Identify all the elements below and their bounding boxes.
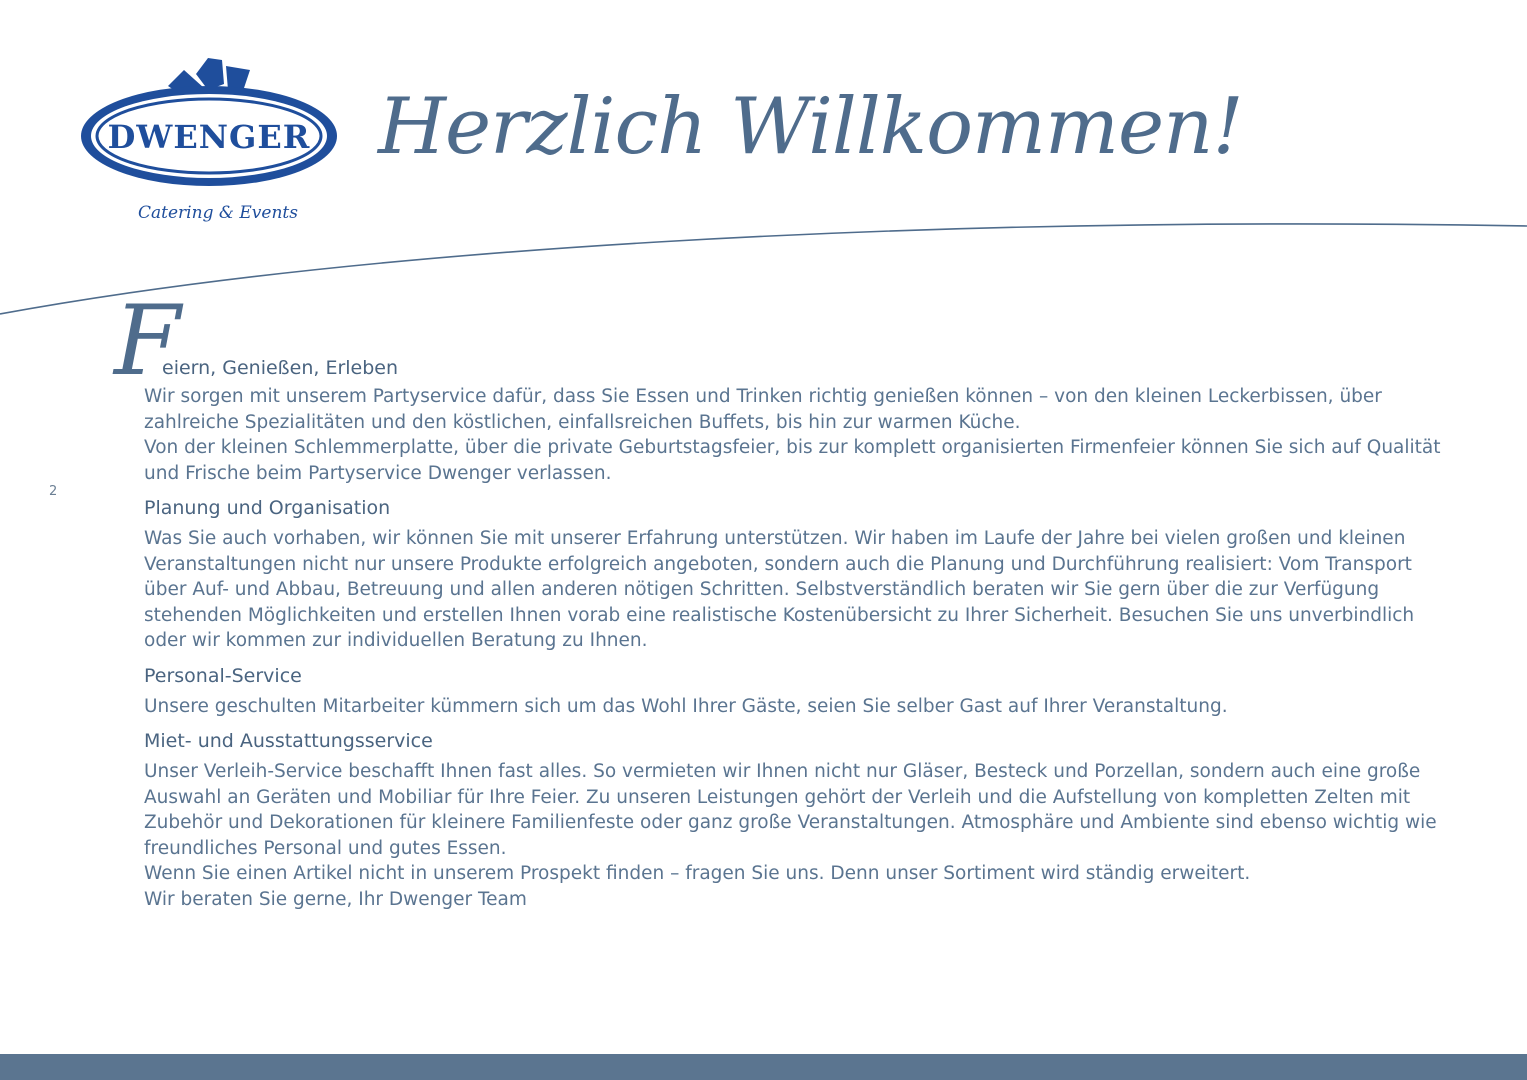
intro-title: eiern, Genießen, Erleben <box>162 357 399 379</box>
section-title: Personal-Service <box>144 664 302 687</box>
section-text: Unser Verleih-Service beschafft Ihnen fast alles. So vermieten wir Ihnen nicht nur Gläser, Besteck und Porzellan, sondern auch eine große Auswahl an Geräten und Mobiliar für Ihre Feier. Zu unseren Leistungen gehört der Verleih und die Aufstellung von kompletten Zelten mit Zubehör und Dekorationen für kleinere Familienfeste oder ganz große Veranstaltungen. Atmosphäre und Ambiente sind ebenso wichtig wie freundliches Personal und gutes Essen. <box>144 761 1437 859</box>
extra-note: Wenn Sie einen Artikel nicht in unserem Prospekt finden – fragen Sie uns. Denn unser Sortiment wird ständig erweitert. <box>144 863 1251 884</box>
section-text: Unsere geschulten Mitarbeiter kümmern sich um das Wohl Ihrer Gäste, seien Sie selber Gast auf Ihrer Veranstaltung. <box>144 695 1228 717</box>
intro-paragraph-2: Von der kleinen Schlemmerplatte, über die private Geburtstagsfeier, bis zur komplett organisierten Firmenfeier können Sie sich auf Qualität und Frische beim Partyservice Dwenger verlassen. <box>144 437 1441 484</box>
section-title: Planung und Organisation <box>144 497 391 519</box>
dwenger-logo <box>80 56 342 228</box>
page-number: 2 <box>49 484 58 499</box>
logo-brand-text: DWENGER <box>107 118 311 156</box>
footer-bar <box>0 1054 1527 1080</box>
decorative-curve <box>0 220 1527 320</box>
page-headline: Herzlich Willkommen! <box>378 82 1243 172</box>
section-personal <box>144 664 1444 720</box>
intro-paragraph-1: Wir sorgen mit unserem Partyservice dafür, dass Sie Essen und Trinken richtig genießen können – von den kleinen Leckerbissen, über zahlreiche Spezialitäten und den köstlichen, einfallsreichen Buffets, bis hin zur warmen Küche. <box>144 386 1382 433</box>
section-miet <box>144 729 1444 861</box>
dropcap-letter: F <box>114 285 181 397</box>
main-content <box>144 356 1444 912</box>
section-title: Miet- und Ausstattungsservice <box>144 730 433 752</box>
closing-line: Wir beraten Sie gerne, Ihr Dwenger Team <box>144 888 527 910</box>
section-planung <box>144 496 1444 654</box>
section-text: Was Sie auch vorhaben, wir können Sie mit unserer Erfahrung unterstützen. Wir haben im Laufe der Jahre bei vielen großen und kleinen Veranstaltungen nicht nur unsere Produkte erfolgreich angeboten, sondern auch die Planung und Durchführung realisiert: Vom Transport über Auf- und Abbau, Betreuung und allen anderen nötigen Schritten. Selbstverständlich beraten wir Sie gern über die zur Verfügung stehenden Möglichkeiten und erstellen Ihnen vorab eine realistische Kostenübersicht zu Ihrer Sicherheit. Besuchen Sie uns unverbindlich oder wir kommen zur individuellen Beratung zu Ihnen. <box>144 528 1415 651</box>
logo-tagline: Catering & Events <box>138 203 298 223</box>
